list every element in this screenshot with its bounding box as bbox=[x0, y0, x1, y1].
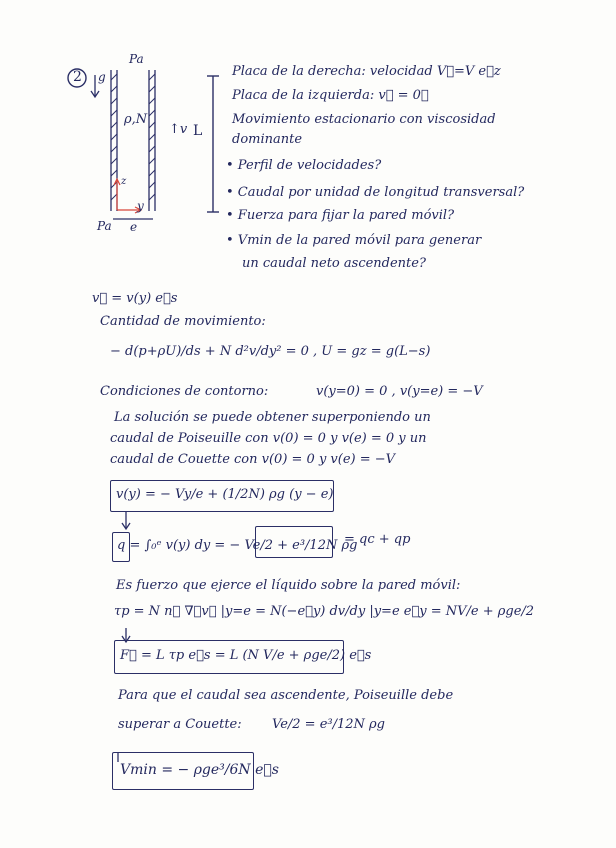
statement-motion-cont: dominante bbox=[232, 132, 303, 147]
question-profile: • Perfil de velocidades? bbox=[226, 158, 382, 173]
flow-rate: q = ∫₀ᵉ v(y) dy = − Ve/2 + e³/12N ρg bbox=[117, 538, 358, 553]
momentum-title: Cantidad de movimiento: bbox=[100, 314, 266, 329]
flow-sum: = qc + qp bbox=[344, 532, 411, 547]
vmin-result: Vmin = − ρge³/6N e⃗s bbox=[120, 762, 279, 778]
length-label: L bbox=[193, 123, 203, 139]
statement-right-plate: Placa de la derecha: velocidad V⃗=V e⃗z bbox=[232, 64, 501, 79]
condition-equation: Ve/2 = e³/12N ρg bbox=[272, 717, 385, 732]
z-axis-label: z bbox=[121, 176, 127, 187]
pa-top-label: Pa bbox=[129, 52, 144, 66]
question-vmin-cont: un caudal neto ascendente? bbox=[242, 256, 426, 271]
velocity-profile: v(y) = − Vy/e + (1/2N) ρg (y − e) bbox=[116, 487, 334, 502]
shear-equation: τp = N n⃗ ∇⃗v⃗ |y=e = N(−e⃗y) dv/dy |y=e e⃗y = NV/e + ρge/2 bbox=[114, 604, 535, 619]
superposition-line3: caudal de Couette con v(0) = 0 y v(e) = −V bbox=[110, 452, 396, 467]
question-flow: • Caudal por unidad de longitud transversal? bbox=[226, 185, 525, 200]
gap-width-label: e bbox=[130, 220, 138, 234]
velocity-field: v⃗ = v(y) e⃗s bbox=[92, 291, 178, 306]
problem-number: 2 bbox=[73, 69, 82, 85]
force-equation: F⃗ = L τp e⃗s = L (N V/e + ρge/2) e⃗s bbox=[120, 648, 372, 663]
condition-line1: Para que el caudal sea ascendente, Poiseuille debe bbox=[118, 688, 454, 703]
bc-label: Condiciones de contorno: bbox=[100, 384, 269, 399]
fluid-props-label: ρ,N bbox=[124, 112, 148, 127]
statement-left-plate: Placa de la izquierda: v⃗ = 0⃗ bbox=[232, 88, 429, 103]
bc-equation: v(y=0) = 0 , v(y=e) = −V bbox=[316, 384, 483, 399]
question-vmin: • Vmin de la pared móvil para generar bbox=[226, 233, 482, 248]
superposition-line2: caudal de Poiseuille con v(0) = 0 y v(e) = 0 y un bbox=[110, 431, 427, 446]
gravity-label: g bbox=[98, 70, 106, 84]
statement-motion: Movimiento estacionario con viscosidad bbox=[232, 112, 496, 127]
momentum-equation: − d(p+ρU)/ds + N d²v/dy² = 0 , U = gz = g(L−s) bbox=[110, 344, 431, 359]
force-text: Es fuerzo que ejerce el líquido sobre la pared móvil: bbox=[116, 578, 461, 593]
pa-bottom-label: Pa bbox=[97, 219, 112, 233]
question-force: • Fuerza para fijar la pared móvil? bbox=[226, 208, 455, 223]
y-axis-label: y bbox=[137, 199, 144, 213]
condition-line2: superar a Couette: bbox=[118, 717, 242, 732]
velocity-arrow-label: ↑v bbox=[169, 122, 188, 137]
superposition-line1: La solución se puede obtener superponiendo un bbox=[114, 410, 431, 425]
